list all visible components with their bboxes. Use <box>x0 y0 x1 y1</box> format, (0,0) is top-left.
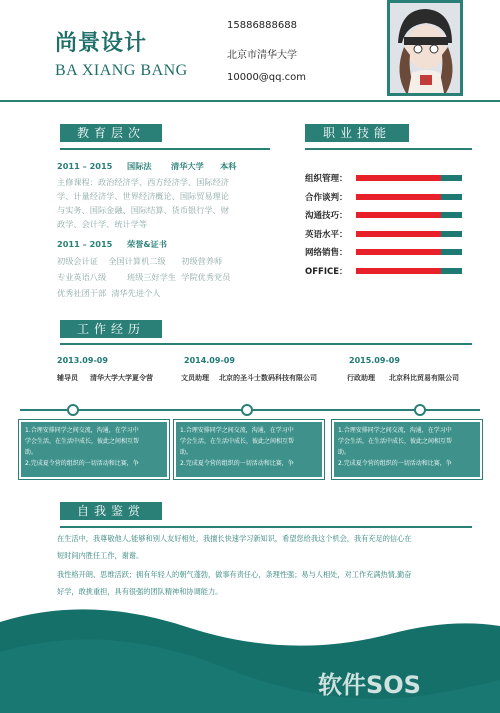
self-line-4: 好学，敢挑重担，具有很强的团队精神和协调能力。 <box>57 587 223 596</box>
skills-underline <box>305 148 472 150</box>
job-role-1: 辅导员 <box>57 374 78 382</box>
skill-bar <box>356 249 462 255</box>
job-card-3-line-1: 1.合理安排同学之间交流，沟通，在学习中 <box>338 427 452 434</box>
watermark: 软件SOS <box>318 671 421 699</box>
edu-honors-line-3: 优秀社团干部 清华先进个人 <box>57 288 161 298</box>
edu-courses-line-1: 主修课程：政治经济学、西方经济学、国际经济 <box>57 177 229 187</box>
job-company-2: 北京的圣斗士数码科技有限公司 <box>219 374 317 382</box>
edu-period-1: 2011 – 2015 <box>57 161 113 171</box>
job-company-1: 清华大学大学夏令营 <box>90 374 153 382</box>
job-card-2-line-2: 学会生活，在生活中成长，彼此之间相互帮 <box>180 438 295 445</box>
timeline-dot-2 <box>241 404 253 416</box>
work-underline <box>60 343 472 345</box>
edu-degree-1: 本科 <box>220 161 237 171</box>
self-heading: 自我鉴赏 <box>60 502 162 520</box>
skill-bar <box>356 231 462 237</box>
header-divider <box>0 100 500 102</box>
edu-courses-line-4: 政学、会计学、统计学等 <box>57 219 148 229</box>
self-underline <box>60 526 472 528</box>
education-underline <box>60 148 270 150</box>
job-role-2: 文员助理 <box>181 374 209 382</box>
skill-bar-remainder <box>441 175 462 181</box>
edu-courses-line-3: 与实务、国际金融、国际结算、货币银行学、财 <box>57 205 229 215</box>
resume-name: 尚景设计 <box>55 31 148 56</box>
job-date-3: 2015.09-09 <box>349 356 400 365</box>
job-card-3-line-4: 2.完成夏令营的组织的一切活动和比赛，争 <box>338 460 452 467</box>
job-date-1: 2013.09-09 <box>57 356 108 365</box>
self-line-1: 在生活中，我尊敬他人,能够和别人友好相处，我擅长快速学习新知识，希望您给我这个机会，我有充足的信心在 <box>57 534 412 543</box>
skill-bar-remainder <box>441 249 462 255</box>
avatar-illustration <box>390 3 460 93</box>
job-role-3: 行政助理 <box>347 374 375 382</box>
skill-label: 沟通技巧： <box>305 211 348 221</box>
job-card-1-line-2: 学会生活，在生活中成长，彼此之间相互帮 <box>25 438 140 445</box>
self-line-3: 我性格开朗、思维活跃；拥有年轻人的朝气蓬勃，做事有责任心，条理性强；易与人相处，对工作充满热情,勤奋 <box>57 570 412 579</box>
job-card-1 <box>18 419 170 480</box>
job-company-3: 北京科比贸易有限公司 <box>389 374 459 382</box>
skill-bar-remainder <box>441 268 462 274</box>
skill-bar-remainder <box>441 212 462 218</box>
self-line-2: 短时间内胜任工作，谢谢。 <box>57 551 144 560</box>
job-card-3 <box>331 419 483 480</box>
edu-honors-line-2: 专业英语八级 班级三好学生 学院优秀党员 <box>57 272 231 282</box>
skill-bar-fill <box>356 249 441 255</box>
skill-bar <box>356 175 462 181</box>
skill-bar-fill <box>356 175 441 181</box>
skill-bar <box>356 268 462 274</box>
edu-honors-line-1: 初级会计证 全国计算机二级 初级营养师 <box>57 256 223 266</box>
job-card-2-line-4: 2.完成夏令营的组织的一切活动和比赛，争 <box>180 460 294 467</box>
job-card-1-line-1: 1.合理安排同学之间交流，沟通，在学习中 <box>25 427 139 434</box>
job-card-2-line-3: 助。 <box>180 449 193 456</box>
edu-field-1: 国际法 <box>127 161 152 171</box>
skill-bar-remainder <box>441 231 462 237</box>
skill-bar-remainder <box>441 194 462 200</box>
job-card-3-line-2: 学会生活，在生活中成长，彼此之间相互帮 <box>338 438 453 445</box>
edu-school-1: 清华大学 <box>171 161 204 171</box>
email-text: 10000@qq.com <box>227 72 307 83</box>
edu-courses-line-2: 学、计量经济学、世界经济概论、国际贸易理论 <box>57 191 229 201</box>
job-card-1-line-3: 助。 <box>25 449 38 456</box>
edu-period-2: 2011 – 2015 <box>57 239 113 249</box>
work-heading: 工作经历 <box>60 320 162 338</box>
skill-label: 网络销售： <box>305 248 348 258</box>
job-card-3-line-3: 助。 <box>338 449 351 456</box>
skill-label: 组织管理： <box>305 174 348 184</box>
skill-bar <box>356 194 462 200</box>
job-card-2 <box>173 419 325 480</box>
edu-field-2: 荣誉&证书 <box>127 239 167 249</box>
skill-label: 英语水平： <box>305 229 348 240</box>
skills-heading: 职业技能 <box>305 124 409 142</box>
education-heading: 教育层次 <box>60 124 162 142</box>
resume-pinyin: BA XIANG BANG <box>55 62 188 79</box>
job-card-2-line-1: 1.合理安排同学之间交流，沟通，在学习中 <box>180 427 294 434</box>
address-text: 北京市清华大学 <box>227 50 297 61</box>
timeline-dot-1 <box>67 404 79 416</box>
skill-bar-fill <box>356 212 441 218</box>
skill-bar-fill <box>356 268 441 274</box>
skill-label: OFFICE： <box>305 266 348 277</box>
job-date-2: 2014.09-09 <box>184 356 235 365</box>
timeline-dot-3 <box>414 404 426 416</box>
skill-bar-fill <box>356 231 441 237</box>
skill-bar <box>356 212 462 218</box>
job-card-1-line-4: 2.完成夏令营的组织的一切活动和比赛，争 <box>25 460 139 467</box>
phone-text: 15886888688 <box>227 20 297 31</box>
skill-label: 合作谈判： <box>305 192 348 203</box>
profile-photo <box>387 0 463 96</box>
bottom-wave-decoration <box>0 600 500 713</box>
skill-bar-fill <box>356 194 441 200</box>
